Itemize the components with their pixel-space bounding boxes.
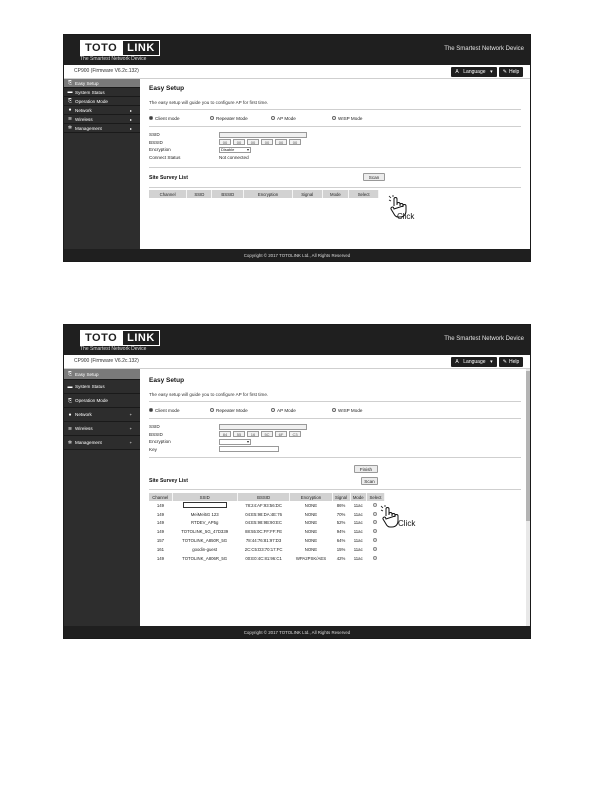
logo-tagline: The Smartest Network Device [80,346,147,352]
logo-toto: TOTO [80,330,122,346]
plus-icon: + [129,426,132,431]
bssid-octet[interactable]: 16 [247,431,259,437]
bssid-octet[interactable]: 00 [233,139,245,145]
cell-signal: 64% [336,538,346,544]
language-button[interactable] [451,67,497,77]
logo-tagline: The Smartest Network Device [80,56,147,62]
select-radio[interactable] [373,520,377,524]
page-description: The easy setup will guide you to configure AP for first time. [149,100,269,105]
wifi-icon: ≋ [67,425,73,432]
mode-icon: ⎘ [67,98,72,104]
encryption-select[interactable] [219,147,251,153]
help-icon: ✎ [502,69,507,75]
cell-bssid: 78:24:AF:93:56:DC [245,502,282,508]
sidebar-item-label: Operation Mode [75,98,108,104]
sidebar-item-label: Network [75,412,92,417]
sidebar-item-label: System Status [75,89,105,95]
firmware-version: CP900 (Firmware V6.2c.132) [74,68,139,74]
cell-signal: 52% [336,520,346,526]
cell-bssid: 04:E5:98:DA:4E:76 [245,511,282,517]
key-label: Key [149,446,157,452]
gear-icon: ✲ [67,125,73,131]
easy-setup-icon: ⎘ [67,371,72,377]
page-description: The easy setup will guide you to configure AP for first time. [149,392,269,397]
divider [149,489,521,490]
help-label: Help [508,359,520,365]
select-radio[interactable] [373,547,377,551]
select-radio[interactable] [373,512,377,516]
gear-icon: ✲ [67,439,73,446]
radio-selected-icon [149,408,153,412]
cell-channel: 149 [156,529,165,535]
cell-bssid: 2C:C5:D3:70:17:FC [244,546,283,552]
column-header: Encryption [290,493,332,501]
cell-ssid: TOTOLINK_A806R_5G [182,555,228,561]
screenshot-1 [63,34,531,262]
column-header: BSSID [237,493,290,501]
mode-ap[interactable] [271,116,332,121]
chevron-down-icon: ▾ [490,69,493,75]
cell-ssid [172,501,237,510]
cell-channel: 149 [156,511,165,517]
connect-status-label: Connect Status [149,154,181,160]
cell-encryption: WPA2PSK/AES [295,555,327,561]
main-content [140,79,530,249]
mode-label: Client mode [155,407,180,413]
select-radio[interactable] [373,503,377,507]
screenshot-2 [63,324,531,639]
encryption-value: Disable [221,147,235,153]
chevron-right-icon: ▸ [129,125,132,131]
language-button[interactable] [451,357,497,367]
scrollbar[interactable] [526,369,530,626]
mode-client[interactable] [149,408,210,413]
bssid-octet[interactable]: 55 [233,431,245,437]
cell-select[interactable] [366,554,384,563]
bssid-octet[interactable]: 00 [219,139,231,145]
sidebar-item-label: Management [75,125,102,131]
mode-selector [149,114,521,122]
firmware-version: CP900 (Firmware V6.2c.132) [74,358,139,364]
column-header: BSSID [212,190,244,198]
mode-wisp[interactable] [332,408,393,413]
cell-encryption: NONE [304,538,318,544]
sidebar-item-system-status[interactable] [64,380,140,394]
mode-ap[interactable] [271,408,332,413]
bssid-octet[interactable]: 6F [275,431,287,437]
bssid-label: BSSID [149,139,163,145]
wifi-icon: ≋ [67,116,73,122]
page-title: Easy Setup [149,85,185,92]
mode-label: WISP Mode [338,115,363,121]
cell-bssid: 88:55:0C:FF:FF:FE [245,529,283,535]
cell-signal: 70% [336,511,346,517]
ssid-input[interactable] [219,424,307,430]
help-button[interactable] [499,67,523,77]
sidebar-item-label: Network [75,107,92,113]
cell-encryption: NONE [304,511,318,517]
sub-bar [64,65,530,79]
column-header: Mode [350,493,366,501]
mode-repeater[interactable] [210,408,271,413]
radio-selected-icon [149,116,153,120]
chevron-down-icon: ▾ [246,147,249,153]
cell-signal: 86% [336,502,346,508]
table-row[interactable] [149,554,385,563]
ssid-input[interactable] [219,132,307,138]
scrollbar-thumb[interactable] [526,371,530,521]
sidebar-item-easy-setup[interactable] [64,79,140,88]
table-row[interactable] [149,501,385,510]
bssid-octet[interactable]: 00 [275,139,287,145]
logo-link: LINK [122,330,160,346]
bssid-octet[interactable]: 00 [261,139,273,145]
globe-icon: ● [68,107,72,113]
column-header: Signal [292,190,322,198]
chevron-down-icon: ▾ [246,439,249,445]
table-row[interactable] [149,545,385,554]
click-annotation: Click [398,519,416,528]
cell-signal: 42% [336,555,346,561]
language-label: Language [463,359,486,365]
radio-icon [210,408,214,412]
sidebar-item-label: System Status [75,384,105,389]
mode-label: Repeater Mode [216,115,248,121]
cell-mode: 11ac [353,502,363,508]
scan-button[interactable]: Scan [363,173,385,181]
scan-button[interactable]: Scan [361,477,378,485]
divider [149,187,521,188]
mode-icon: ⎘ [67,397,72,404]
easy-setup-icon: ⎘ [67,80,72,86]
globe-icon: ● [68,411,72,418]
site-survey-title: Site Survey List [149,175,188,181]
mode-label: Client mode [155,115,180,121]
cell-mode: 11ac [353,555,363,561]
logo-toto: TOTO [80,40,122,56]
ssid-label: SSID [149,424,160,430]
divider [149,167,521,168]
mode-label: Repeater Mode [216,407,248,413]
plus-icon: + [129,412,132,417]
cell-mode: 11ac [353,546,363,552]
table-row[interactable] [149,510,385,519]
footer: Copyright © 2017 TOTOLINK Ltd., All Rights Reserved [64,249,530,261]
click-annotation: Click [397,212,415,221]
radio-icon [332,408,336,412]
mode-wisp[interactable] [332,116,393,121]
column-header: Signal [332,493,350,501]
radio-icon [271,116,275,120]
bssid-field [219,431,301,437]
cell-ssid: TOTOLINK_5G_47D339 [181,529,229,535]
cell-channel: 149 [156,555,165,561]
bssid-octet[interactable]: C3 [289,431,301,437]
column-header: SSID [172,493,237,501]
finish-button[interactable]: Finish [354,465,378,473]
cell-mode: 11ac [353,529,363,535]
site-survey-table [149,190,379,198]
cell-ssid: TOTOLINK_A850R_5G [182,538,228,544]
column-header: Select [366,493,384,501]
logo [80,330,160,346]
table-row[interactable] [149,536,385,545]
key-input[interactable] [219,446,279,452]
logo [80,40,160,56]
sidebar-item-label: Easy Setup [75,371,99,377]
sidebar-item-network[interactable] [64,408,140,422]
sidebar [64,79,140,249]
cell-encryption: NONE [304,546,318,552]
table-row[interactable] [149,519,385,528]
logo-link: LINK [122,40,160,56]
bssid-field [219,139,301,145]
ssid-redacted-box [183,502,227,508]
mode-client[interactable] [149,116,210,121]
divider [149,457,521,458]
column-header: Channel [149,493,172,501]
sidebar-item-wireless[interactable] [64,115,140,124]
sidebar-item-easy-setup[interactable] [64,369,140,380]
radio-icon [271,408,275,412]
help-label: Help [508,69,520,75]
divider [149,126,521,127]
mode-selector [149,406,521,414]
table-header-row [149,190,379,198]
sub-bar [64,355,530,369]
cell-ssid: goodin-guest [192,546,218,552]
page-title: Easy Setup [149,377,185,384]
encryption-select[interactable] [219,439,251,445]
sidebar-item-operation-mode[interactable] [64,97,140,106]
cell-bssid: 00:E0:4C:81:96:C1 [245,555,282,561]
cell-encryption: NONE [304,529,318,535]
sidebar [64,369,140,626]
cell-encryption: NONE [304,520,318,526]
cell-mode: 11ac [353,538,363,544]
mode-label: AP Mode [277,115,296,121]
sidebar-item-label: Management [75,440,102,445]
main-content [140,369,530,626]
select-radio[interactable] [373,529,377,533]
ssid-label: SSID [149,132,160,138]
select-radio[interactable] [373,556,377,560]
column-header: Select [349,190,379,198]
radio-icon [332,116,336,120]
bssid-octet[interactable]: 00 [247,139,259,145]
divider [149,401,521,402]
sidebar-item-label: Easy Setup [75,80,99,86]
cell-channel: 157 [156,538,165,544]
chevron-down-icon: ▾ [490,359,493,365]
cell-channel: 149 [156,520,165,526]
slogan: The Smartest Network Device [444,46,524,52]
cell-select[interactable] [366,545,384,554]
column-header: Mode [322,190,349,198]
site-survey-table [149,493,385,563]
monitor-icon: ▬ [67,89,73,95]
cell-bssid: 78:44:76:81:97:D3 [245,538,282,544]
language-icon: A [455,69,459,75]
mode-repeater[interactable] [210,116,271,121]
header-bar [64,325,530,355]
site-survey-title: Site Survey List [149,478,188,484]
radio-icon [210,116,214,120]
cell-encryption: NONE [304,502,318,508]
cell-mode: 11ac [353,511,363,517]
bssid-octet[interactable]: 84 [219,431,231,437]
slogan: The Smartest Network Device [444,336,524,342]
column-header: Encryption [244,190,293,198]
chevron-right-icon: ▸ [129,116,132,122]
cell-channel: 149 [156,502,165,508]
table-header-row [149,493,385,501]
sidebar-item-management[interactable] [64,436,140,450]
encryption-label: Encryption [149,439,171,445]
bssid-label: BSSID [149,431,163,437]
cell-signal: 15% [336,546,346,552]
sidebar-item-network[interactable] [64,106,140,115]
chevron-right-icon: ▸ [129,107,132,113]
sidebar-item-management[interactable] [64,124,140,133]
encryption-label: Encryption [149,147,171,153]
plus-icon: + [129,440,132,445]
cell-signal: 94% [336,529,346,535]
sidebar-item-wireless[interactable] [64,422,140,436]
monitor-icon: ▬ [67,383,73,390]
sidebar-item-label: Operation Mode [75,398,108,403]
sidebar-item-label: Wireless [75,426,93,431]
sidebar-item-label: Wireless [75,116,93,122]
language-icon: A [455,359,459,365]
column-header: Channel [149,190,187,198]
mode-label: AP Mode [277,407,296,413]
divider [149,109,521,110]
mode-label: WISP Mode [338,407,363,413]
cell-bssid: 04:E5:98:9B:90:EC [245,520,282,526]
cell-ssid: MeiMei5G 123 [190,511,219,517]
bssid-octet[interactable]: 00 [289,139,301,145]
cell-channel: 161 [156,546,165,552]
column-header: SSID [187,190,212,198]
sidebar-item-operation-mode[interactable] [64,394,140,408]
select-radio[interactable] [373,538,377,542]
sidebar-item-system-status[interactable] [64,88,140,97]
footer: Copyright © 2017 TOTOLINK Ltd., All Rights Reserved [64,626,530,638]
table-row[interactable] [149,527,385,536]
cell-select[interactable] [366,536,384,545]
language-label: Language [463,69,486,75]
cell-mode: 11ac [353,520,363,526]
help-icon: ✎ [502,359,507,365]
header-bar [64,35,530,65]
connect-status-value: Not connected [219,154,249,160]
help-button[interactable] [499,357,523,367]
bssid-octet[interactable]: 5C [261,431,273,437]
divider [149,418,521,419]
cell-ssid: RTDEV_AP5g [190,520,219,526]
